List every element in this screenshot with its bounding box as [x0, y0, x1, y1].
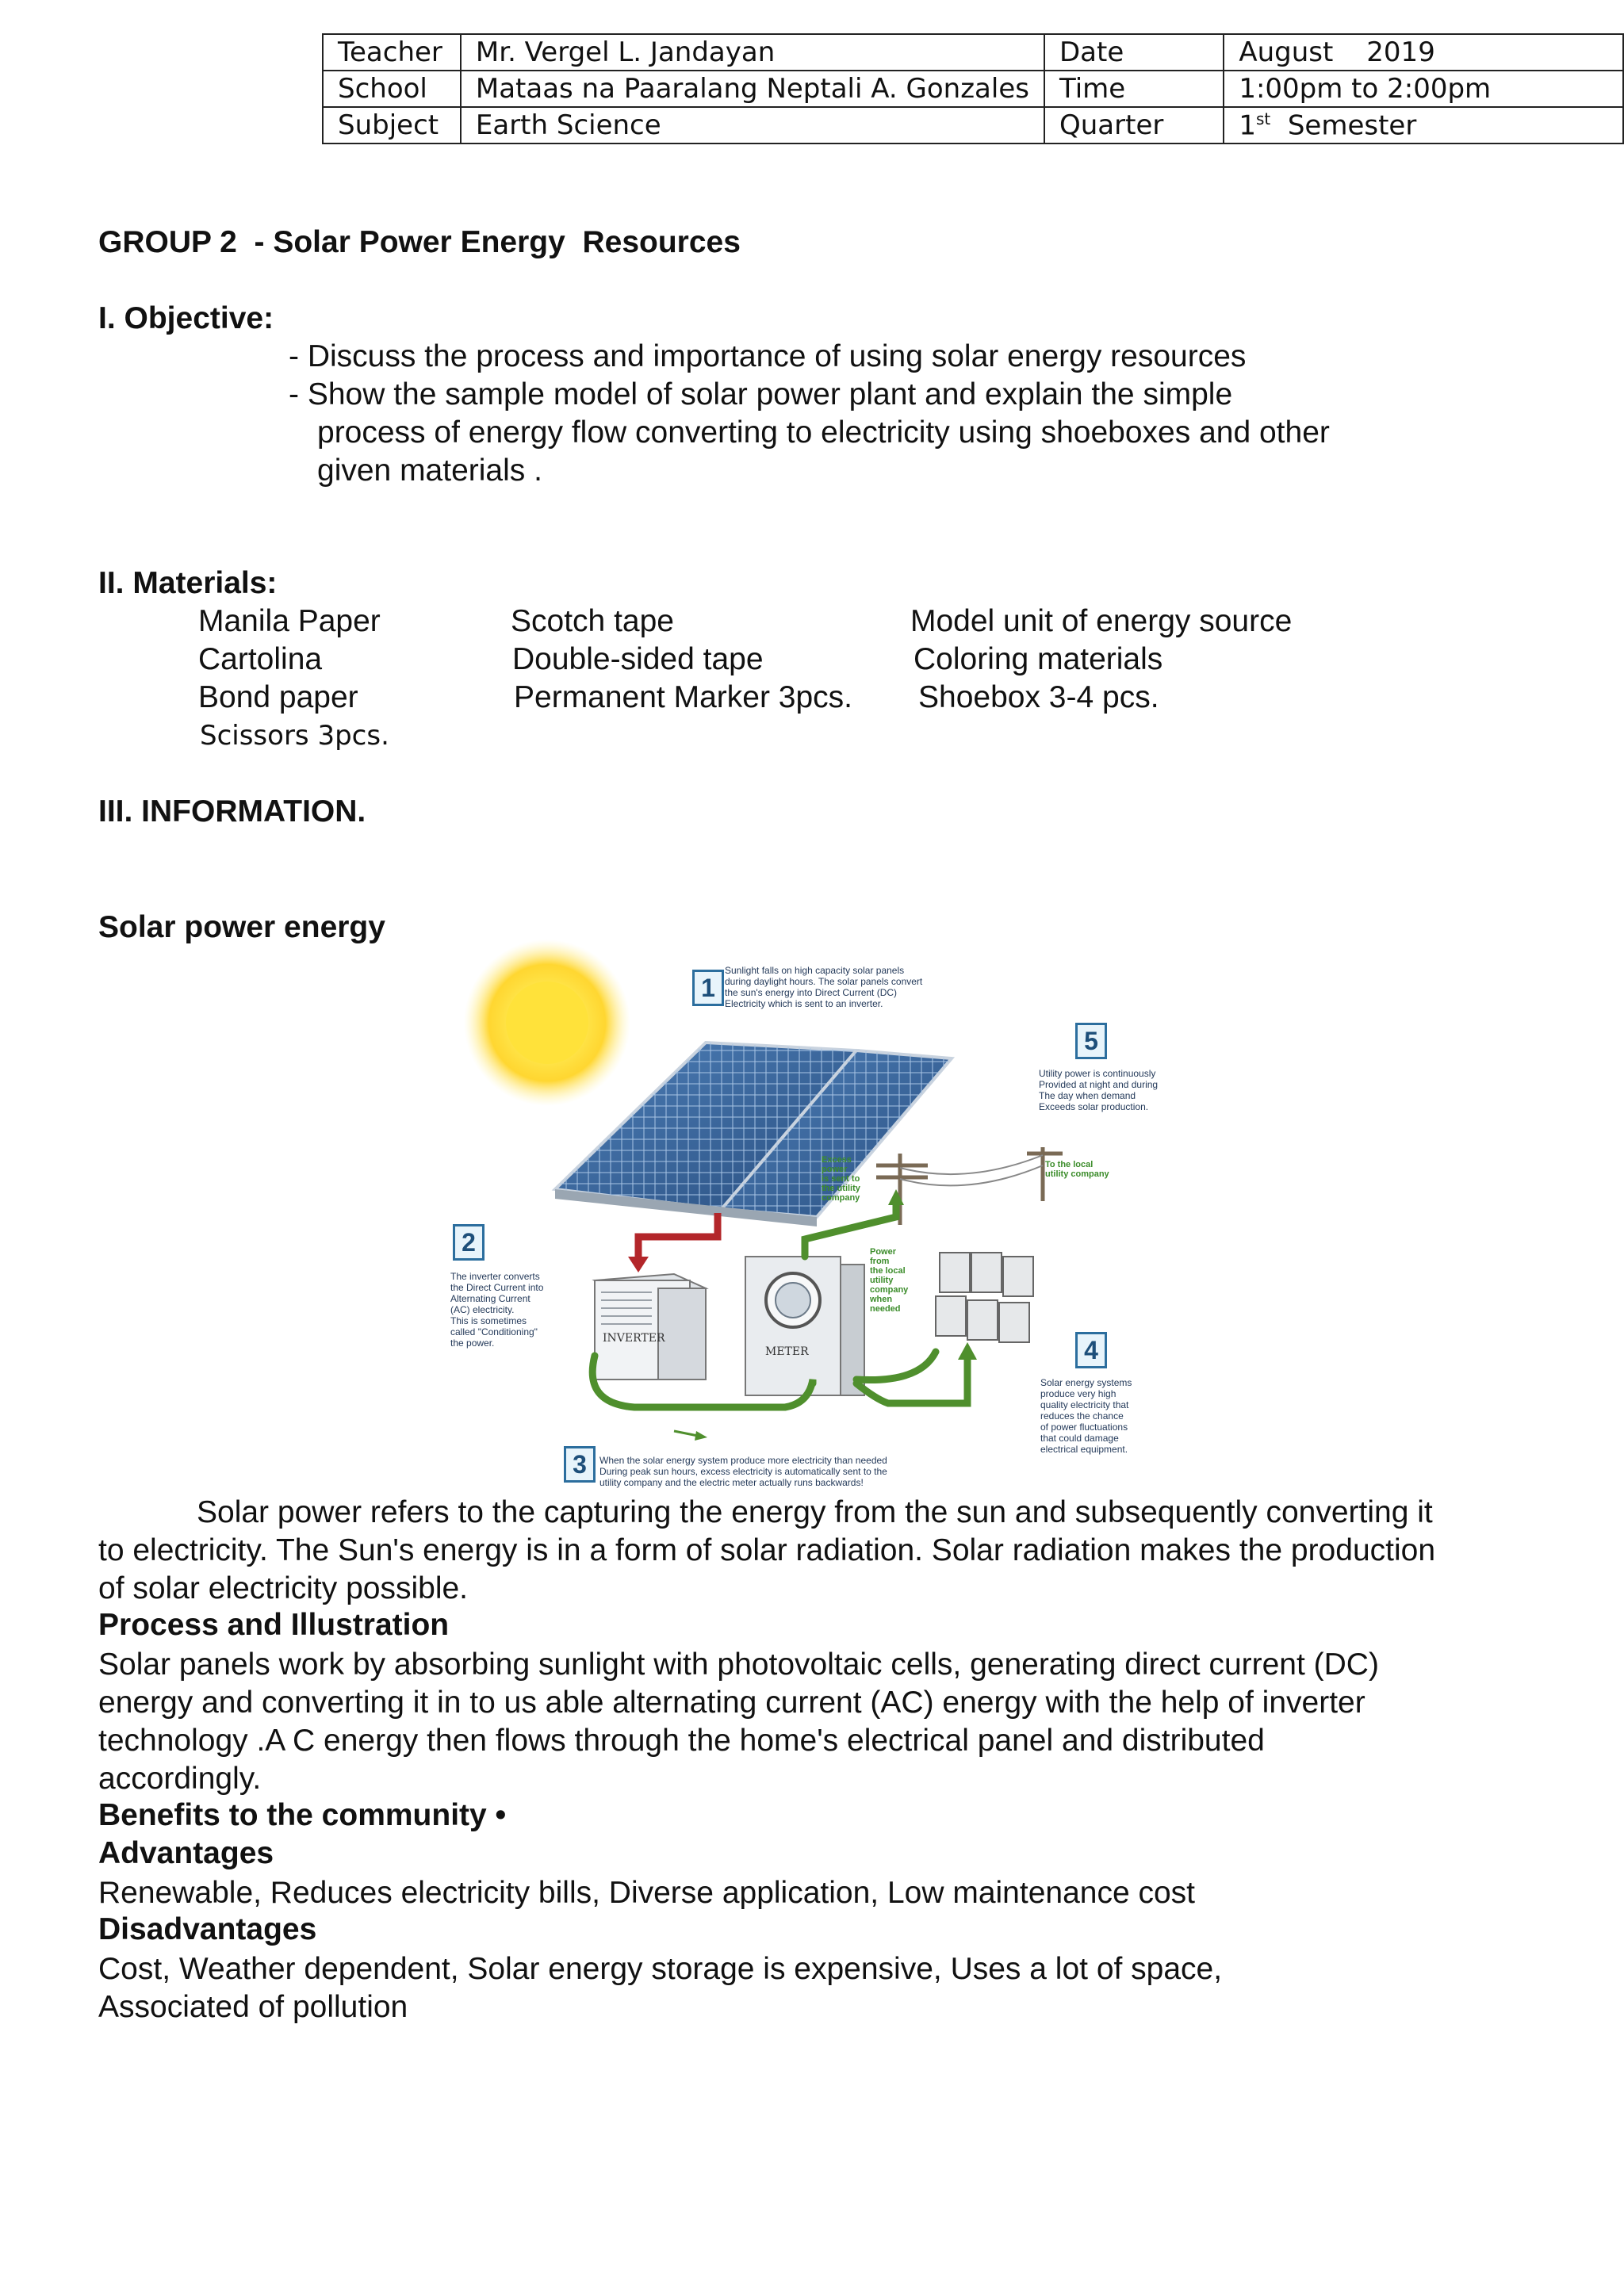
step-5-text: Utility power is continuously Provided at night and during The day when demand Exceeds solar production.: [1039, 1068, 1159, 1112]
quarter-value: [1224, 107, 1623, 144]
utility-pole-icon: [876, 1147, 1063, 1225]
materials-heading: II. Materials:: [98, 566, 278, 600]
sun-icon: [464, 939, 630, 1106]
objective-line-3: process of energy flow converting to electricity using shoeboxes and other: [317, 415, 1330, 450]
step-2-text: The inverter converts the Direct Current into Alternating Current (AC) electricity. This is sometimes called "Conditioning" the power.: [450, 1271, 544, 1349]
solar-power-heading: Solar power energy: [98, 910, 385, 944]
information-heading: III. INFORMATION.: [98, 794, 366, 828]
subject-label: Subject: [323, 107, 461, 144]
advantages-text: Renewable, Reduces electricity bills, Diverse application, Low maintenance cost: [98, 1876, 1196, 1910]
inverter-label: INVERTER: [603, 1332, 665, 1345]
intro-line-1: Solar power refers to the capturing the energy from the sun and subsequently converting it: [197, 1495, 1433, 1529]
intro-line-3: of solar electricity possible.: [98, 1571, 469, 1605]
step-2-badge: 2: [453, 1224, 485, 1261]
subject-value: Earth Science: [461, 107, 1044, 144]
step-1-text: Sunlight falls on high capacity solar panels during daylight hours. The solar panels convert the sun's energy into Direct Current (DC) Electricity which is sent to an inverter.: [725, 965, 923, 1009]
material-item: Coloring materials: [914, 642, 1163, 676]
material-item: Cartolina: [198, 642, 323, 676]
meter-label: METER: [765, 1345, 809, 1358]
school-value: Mataas na Paaralang Neptali A. Gonzales: [461, 71, 1044, 107]
disadvantages-line-1: Cost, Weather dependent, Solar energy storage is expensive, Uses a lot of space,: [98, 1952, 1223, 1986]
intro-line-2: to electricity. The Sun's energy is in a form of solar radiation. Solar radiation makes the production: [98, 1533, 1436, 1567]
time-value: 1:00pm to 2:00pm: [1224, 71, 1623, 107]
inverter-icon: [595, 1274, 706, 1380]
objective-line-4: given materials .: [317, 453, 542, 488]
power-from-utility-label: Power from the local utility company when needed: [870, 1247, 909, 1314]
material-item: Manila Paper: [198, 604, 381, 638]
header-info-table: [322, 33, 1624, 144]
solar-system-diagram: [444, 939, 1205, 1494]
disadvantages-heading: Disadvantages: [98, 1912, 317, 1946]
table-row: [323, 34, 1623, 71]
material-item: Double-sided tape: [512, 642, 764, 676]
date-label: Date: [1044, 34, 1224, 71]
group-title: GROUP 2 - Solar Power Energy Resources: [98, 225, 741, 259]
material-item: Scotch tape: [511, 604, 674, 638]
outlet-icon: [936, 1253, 1033, 1342]
step-4-badge: 4: [1075, 1332, 1107, 1368]
material-item: Scissors 3pcs.: [200, 720, 389, 752]
benefits-heading: Benefits to the community •: [98, 1798, 507, 1832]
process-heading: Process and Illustration: [98, 1608, 450, 1642]
process-line-4: accordingly.: [98, 1762, 262, 1796]
step-3-text: When the solar energy system produce more electricity than needed During peak sun hours, excess electricity is automatically sent to the utility company and the electric meter actually runs backwards!: [599, 1455, 887, 1488]
material-item: Bond paper: [198, 680, 358, 714]
objective-line-2: - Show the sample model of solar power plant and explain the simple: [289, 377, 1233, 411]
quarter-rest: Semester: [1287, 109, 1417, 142]
objective-heading: I. Objective:: [98, 301, 274, 335]
process-line-3: technology .A C energy then flows through the home's electrical panel and distributed: [98, 1724, 1265, 1758]
excess-power-label: Excess power is sent to the utility company: [822, 1155, 860, 1203]
table-row: [323, 107, 1623, 144]
disadvantages-line-2: Associated of pollution: [98, 1990, 408, 2024]
material-item: Shoebox 3-4 pcs.: [918, 680, 1159, 714]
date-month: August: [1239, 36, 1334, 68]
step-3-badge: 3: [564, 1446, 596, 1483]
quarter-label: Quarter: [1044, 107, 1224, 144]
date-value: [1224, 34, 1623, 71]
step-4-text: Solar energy systems produce very high quality electricity that reduces the chance of power fluctuations that could damage electrical equipment.: [1040, 1377, 1132, 1455]
quarter-suffix: st: [1255, 109, 1271, 128]
material-item: Permanent Marker 3pcs.: [514, 680, 853, 714]
step-1-badge: 1: [692, 970, 724, 1006]
advantages-heading: Advantages: [98, 1836, 274, 1870]
time-label: Time: [1044, 71, 1224, 107]
material-item: Model unit of energy source: [910, 604, 1293, 638]
local-utility-label: To the local utility company: [1045, 1160, 1109, 1179]
process-line-1: Solar panels work by absorbing sunlight with photovoltaic cells, generating direct current (DC): [98, 1647, 1379, 1682]
meter-icon: [745, 1257, 864, 1395]
quarter-number: 1: [1239, 109, 1256, 142]
process-line-2: energy and converting it in to us able alternating current (AC) energy with the help of inverter: [98, 1686, 1365, 1720]
teacher-label: Teacher: [323, 34, 461, 71]
date-year: 2019: [1366, 36, 1435, 68]
table-row: [323, 71, 1623, 107]
step-5-badge: 5: [1075, 1023, 1107, 1059]
school-label: School: [323, 71, 461, 107]
objective-line-1: - Discuss the process and importance of using solar energy resources: [289, 339, 1247, 373]
teacher-value: Mr. Vergel L. Jandayan: [461, 34, 1044, 71]
